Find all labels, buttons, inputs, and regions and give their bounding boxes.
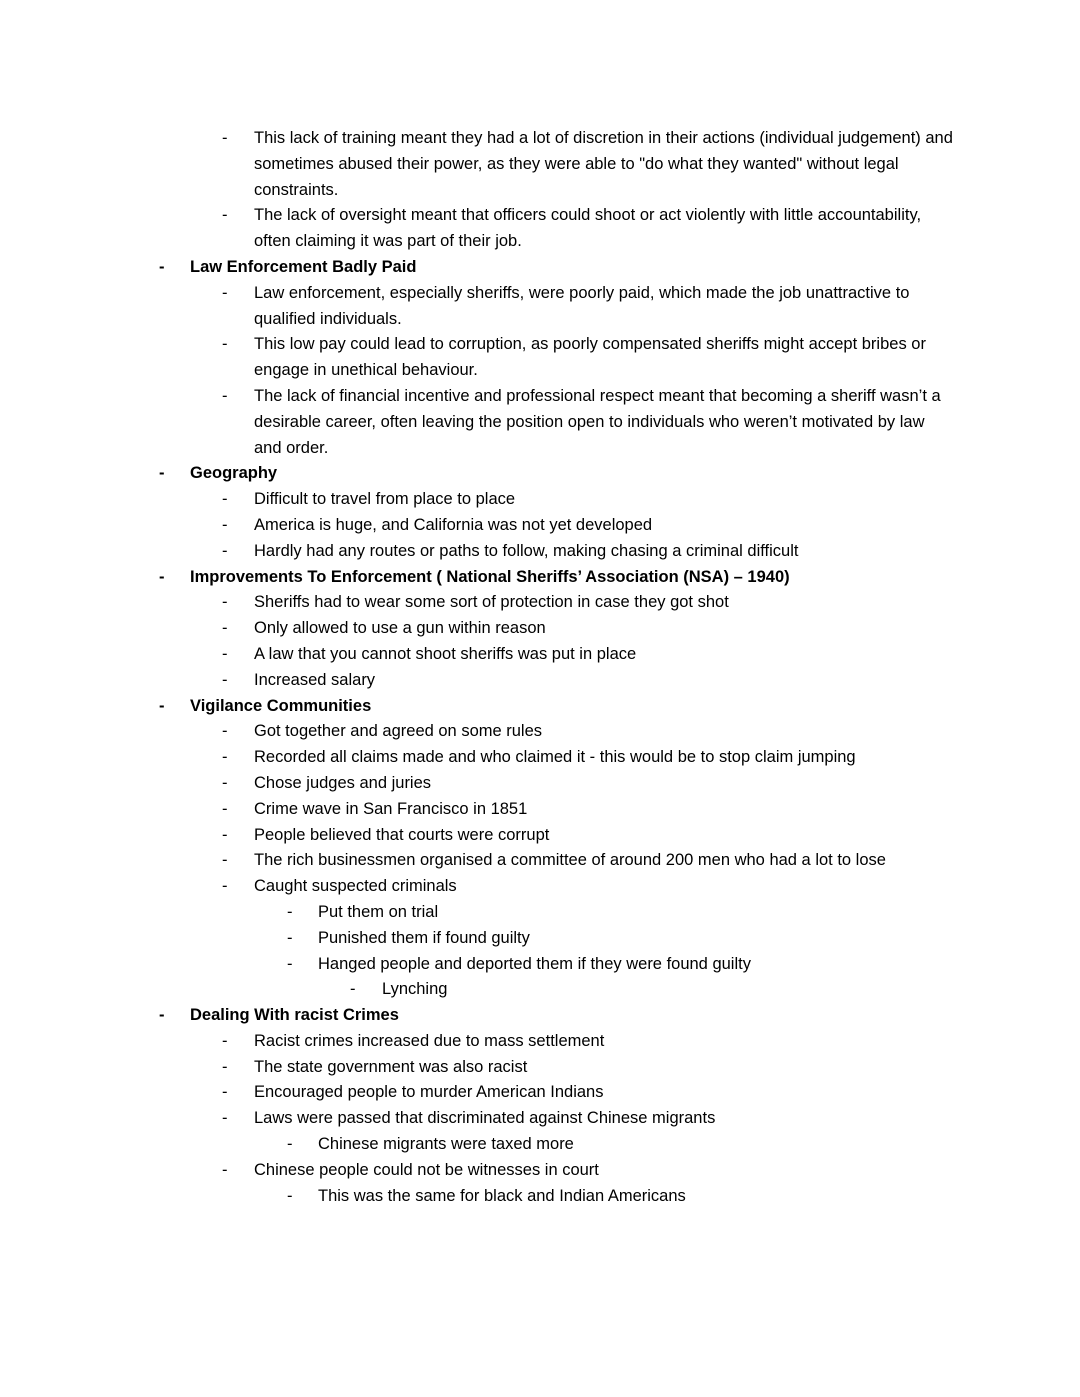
list-item [0,203,953,255]
list-item [0,668,953,694]
list-item [0,1055,953,1081]
bullet-dash: - [287,928,293,947]
bullet-dash: - [222,670,228,689]
list-item-text: The state government was also racist [254,1057,528,1076]
list-item [0,281,953,333]
bullet-dash: - [350,980,356,999]
list-item-text: The lack of financial incentive and professional respect meant that becoming a sheriff wasn’t a desirable career, often leaving the position open to individuals who weren’t motivated by law and order. [254,386,941,457]
section-heading-item [0,694,953,720]
list-item [0,590,953,616]
bullet-dash: - [222,515,228,534]
list-item [0,797,953,823]
bullet-dash: - [222,722,228,741]
bullet-dash: - [222,129,228,147]
bullet-dash: - [222,825,228,844]
list-item-text: Increased salary [254,670,376,689]
list-item-text: Encouraged people to murder American Indians [254,1083,604,1102]
list-item-text: Improvements To Enforcement ( National Sheriffs’ Association (NSA) – 1940) [190,567,790,586]
list-item-text: This low pay could lead to corruption, as poorly compensated sheriffs might accept bribes or engage in unethical behaviour. [254,335,926,380]
bullet-dash: - [222,1057,228,1076]
bullet-dash: - [287,902,293,921]
list-item [0,384,953,461]
list-item-text: Only allowed to use a gun within reason [254,619,546,638]
list-item [0,848,953,874]
list-item-text: America is huge, and California was not yet developed [254,515,653,534]
list-item [0,487,953,513]
list-item-text: Racist crimes increased due to mass settlement [254,1031,605,1050]
bullet-dash: - [222,1160,228,1179]
section-heading-item [0,461,953,487]
list-item [0,513,953,539]
list-item [0,771,953,797]
list-item-text: Dealing With racist Crimes [190,1006,399,1025]
list-item-text: Laws were passed that discriminated against Chinese migrants [254,1109,716,1128]
bullet-dash: - [222,799,228,818]
list-item [0,539,953,565]
list-item-text: Crime wave in San Francisco in 1851 [254,799,528,818]
list-item-text: This lack of training meant they had a lot of discretion in their actions (individual judgement) and sometimes abused their power, as they were able to "do what they wanted" without legal constraints. [254,129,953,199]
list-item [0,926,953,952]
list-item-text: Vigilance Communities [190,696,372,715]
list-item [0,874,953,900]
bullet-dash: - [222,593,228,612]
bullet-dash: - [222,851,228,870]
list-item-text: Punished them if found guilty [318,928,530,947]
list-item-text: The rich businessmen organised a committee of around 200 men who had a lot to lose [254,851,886,870]
list-item-text: Hardly had any routes or paths to follow, making chasing a criminal difficult [254,541,799,560]
list-item [0,1106,953,1132]
section-heading-item [0,1003,953,1029]
bullet-dash: - [159,257,165,276]
bullet-dash: - [222,1083,228,1102]
bullet-dash: - [222,283,228,302]
list-item [0,1158,953,1184]
bullet-dash: - [222,748,228,767]
bullet-dash: - [287,954,293,973]
list-item-text: This was the same for black and Indian Americans [318,1186,686,1205]
list-item-text: Geography [190,464,278,483]
list-item [0,823,953,849]
bullet-dash: - [222,490,228,509]
list-item-text: Chose judges and juries [254,773,432,792]
list-item-text: Lynching [382,980,448,999]
list-item [0,642,953,668]
list-item [0,719,953,745]
list-item [0,977,953,1003]
list-item-text: Sheriffs had to wear some sort of protection in case they got shot [254,593,729,612]
bullet-dash: - [222,619,228,638]
list-item-text: Law enforcement, especially sheriffs, were poorly paid, which made the job unattractive to qualified individuals. [254,283,910,328]
bullet-dash: - [222,206,228,225]
list-item [0,952,953,978]
list-item-text: People believed that courts were corrupt [254,825,550,844]
bullet-dash: - [222,335,228,354]
list-item-text: Chinese people could not be witnesses in court [254,1160,599,1179]
section-heading-item [0,565,953,591]
bullet-dash: - [159,567,165,586]
list-item [0,1029,953,1055]
bullet-dash: - [287,1186,293,1205]
list-item-text: Chinese migrants were taxed more [318,1135,574,1154]
bullet-dash: - [159,1006,165,1025]
list-item-text: Recorded all claims made and who claimed it - this would be to stop claim jumping [254,748,856,767]
list-item-text: Hanged people and deported them if they were found guilty [318,954,751,973]
list-item [0,616,953,642]
list-item [0,126,953,203]
bullet-dash: - [222,1109,228,1128]
bullet-dash: - [287,1135,293,1154]
bullet-dash: - [159,696,165,715]
bullet-dash: - [222,1031,228,1050]
bullet-dash: - [222,541,228,560]
section-heading-item [0,255,953,281]
list-item-text: A law that you cannot shoot sheriffs was put in place [254,644,637,663]
bullet-dash: - [222,386,228,405]
list-item [0,900,953,926]
bullet-list [0,126,953,1209]
list-item [0,332,953,384]
list-item [0,1080,953,1106]
list-item [0,745,953,771]
bullet-dash: - [159,464,165,483]
list-item [0,1184,953,1210]
bullet-dash: - [222,877,228,896]
list-item-text: Law Enforcement Badly Paid [190,257,417,276]
bullet-dash: - [222,644,228,663]
list-item-text: Put them on trial [318,902,439,921]
list-item-text: Got together and agreed on some rules [254,722,543,741]
list-item-text: The lack of oversight meant that officers could shoot or act violently with little accountability, often claiming it was part of their job. [254,206,922,251]
list-item [0,1132,953,1158]
list-item-text: Caught suspected criminals [254,877,457,896]
bullet-dash: - [222,773,228,792]
list-item-text: Difficult to travel from place to place [254,490,516,509]
